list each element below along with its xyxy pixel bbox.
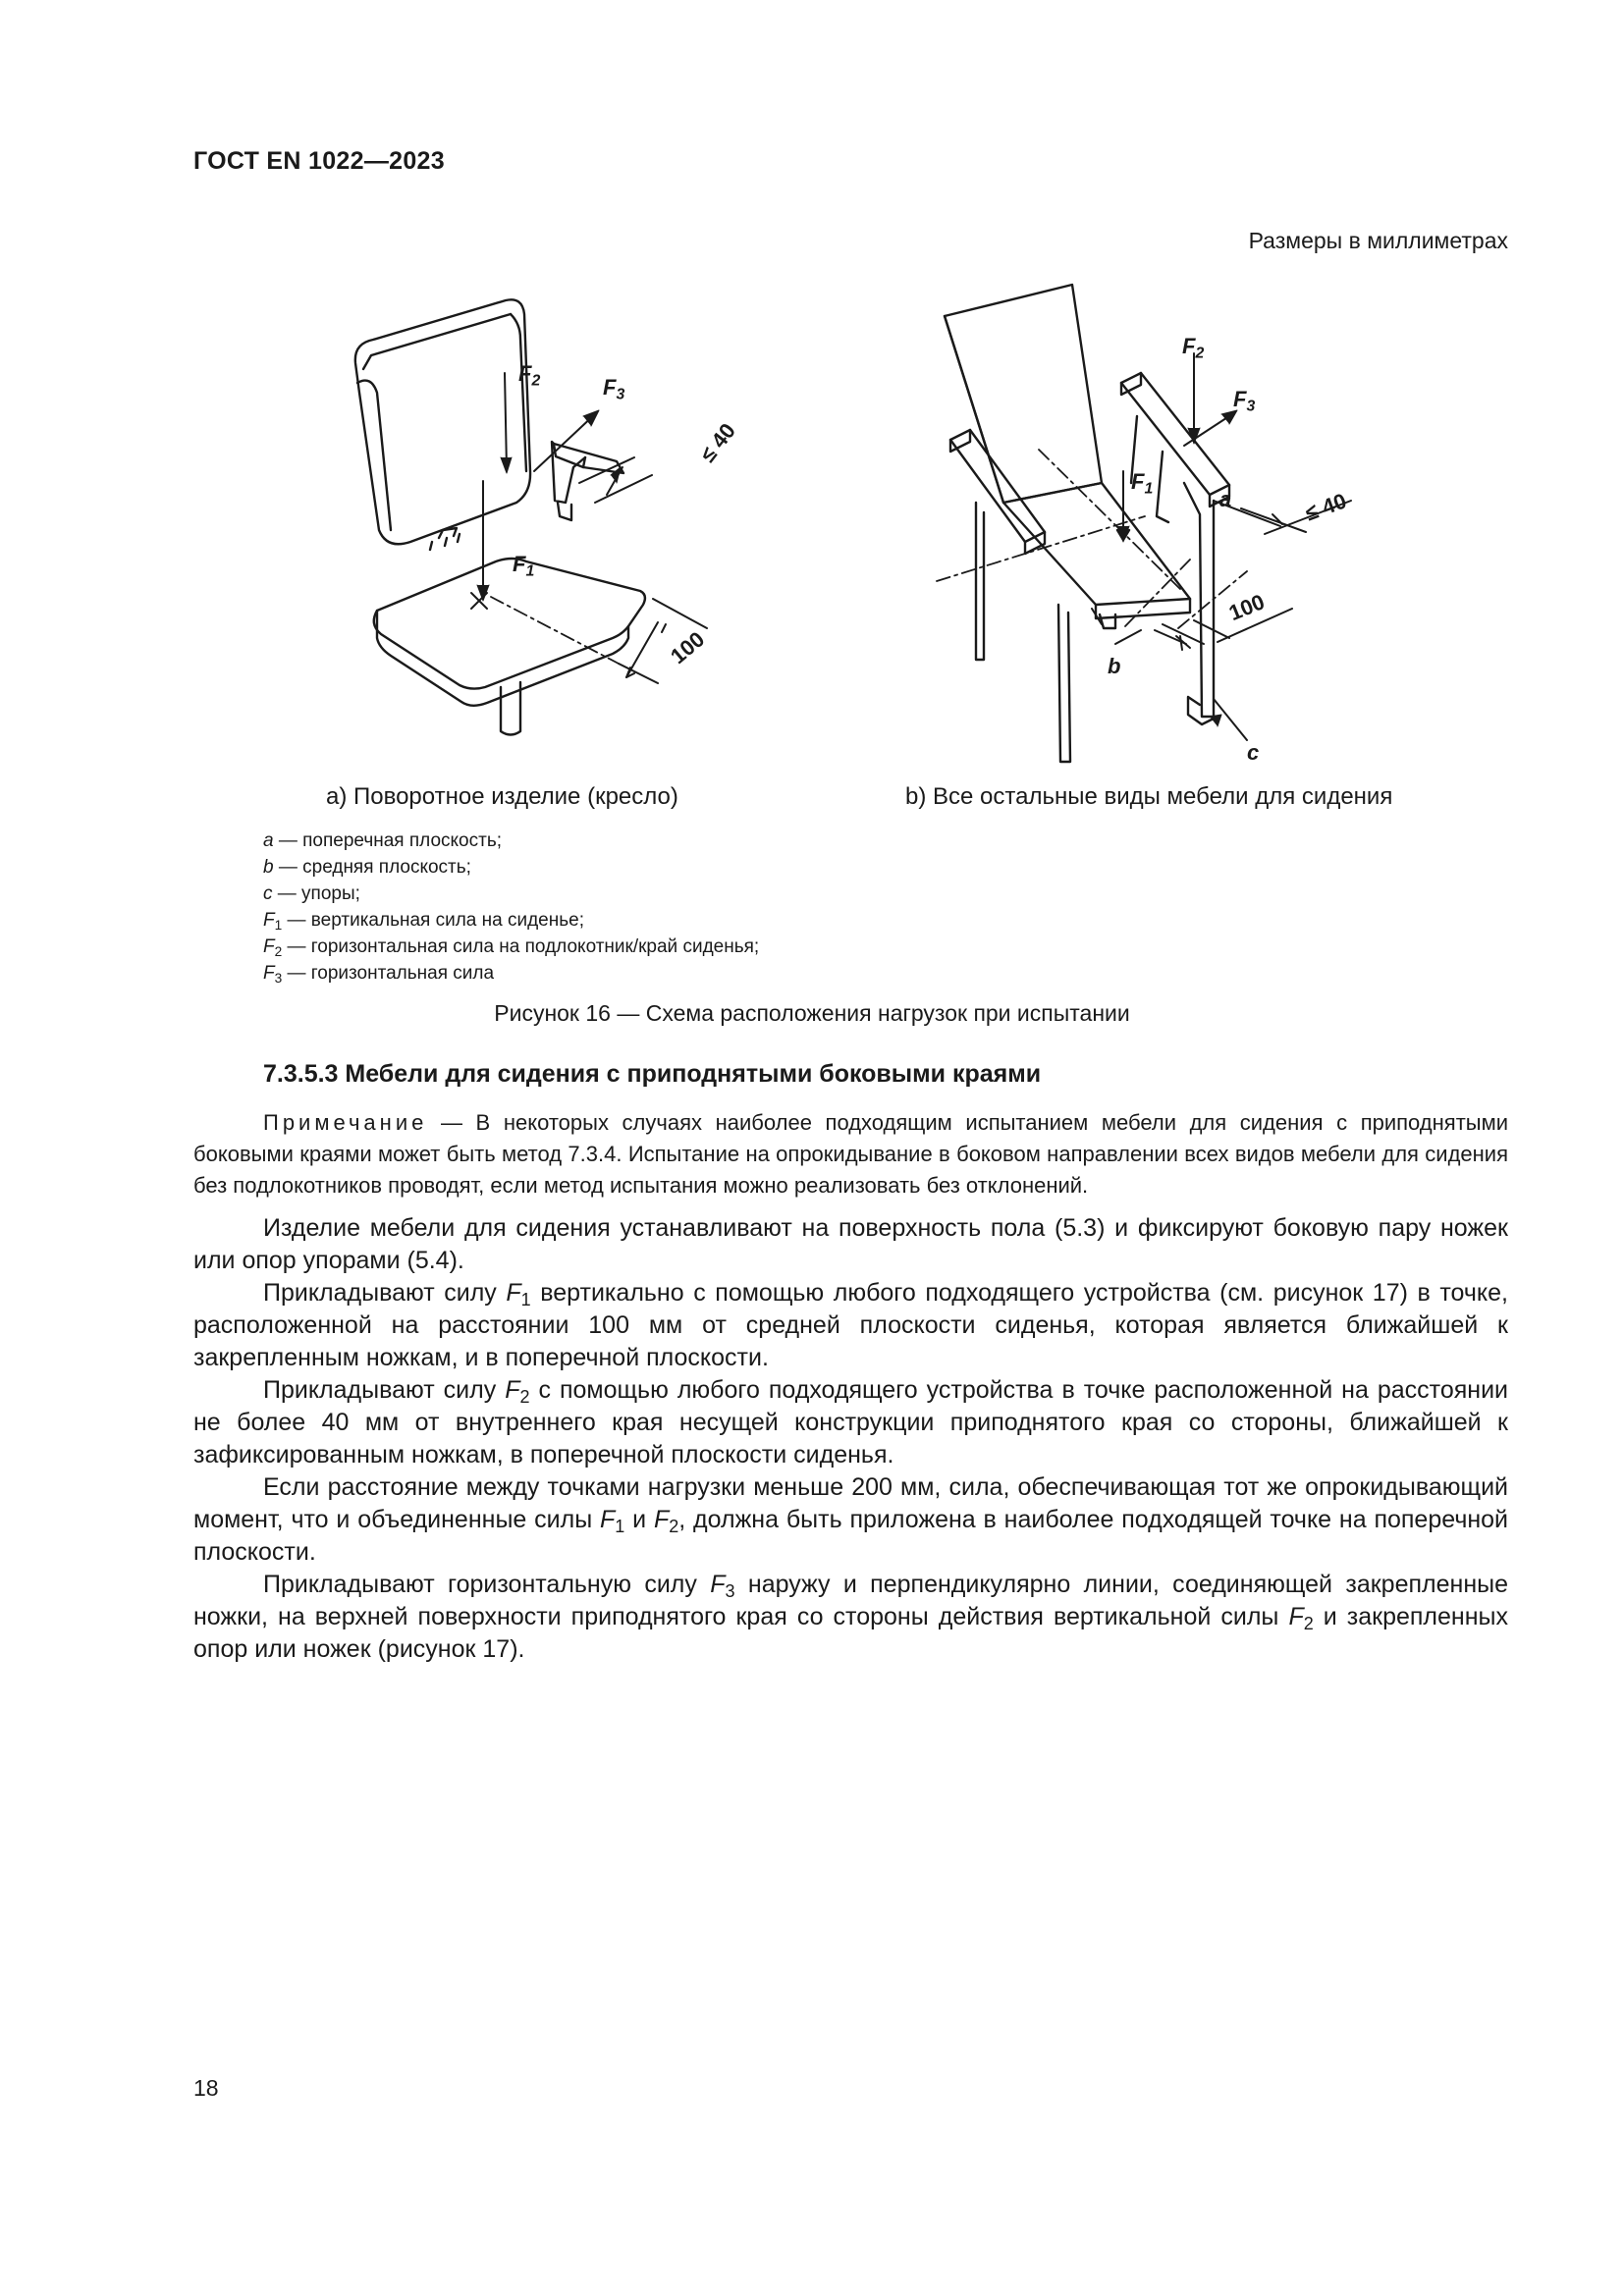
legend-item: c — упоры; <box>263 883 360 904</box>
dimension-40: ≤ 40 <box>1302 488 1350 526</box>
paragraph: Прикладывают силу $F_2$ с помощью любого подходящего устройства в точке расположенной на расстоянии не более 40 мм от внутреннего края несущей конструкции приподнятого края со стороны, ближайшей к зафиксированным ножкам, в поперечной плоскости сиденья. <box>193 1376 1508 1468</box>
figure-legend <box>263 828 759 987</box>
label-b: b <box>1108 654 1121 678</box>
paragraph: Прикладывают горизонтальную силу $F_3$ наружу и перпендикулярно линии, соединяющей закрепленные ножки, на верхней поверхности приподнятого края со стороны действия вертикальной силы $F_2$ и закрепленных опор или ножек (рисунок 17). <box>193 1571 1509 1663</box>
legend-item: a — поперечная плоскость; <box>263 830 503 851</box>
label-a: a <box>1219 487 1232 511</box>
page-number: 18 <box>193 2075 219 2101</box>
legend-item: $F_3$ — горизонтальная сила <box>263 963 495 986</box>
dimension-100: 100 <box>1225 589 1269 626</box>
legend-item: b — средняя плоскость; <box>263 857 471 878</box>
figure-b-other-seating <box>923 275 1394 766</box>
label-f2: $F_2$ <box>518 361 541 390</box>
legend-item: $F_1$ — вертикальная сила на сиденье; <box>263 910 584 933</box>
body-text <box>193 1212 1508 1666</box>
paragraph: Изделие мебели для сидения устанавливают на поверхность пола (5.3) и фиксируют боковую пару ножек или опор упорами (5.4). <box>193 1214 1508 1274</box>
caption-a: а) Поворотное изделие (кресло) <box>326 783 678 810</box>
note-text: — В некоторых случаях наиболее подходящим испытанием мебели для сидения с приподнятыми боковыми краями может быть метод 7.3.4. Испытание на опрокидывание в боковом направлении всех видов мебели для сидения без подлокотников проводят, если метод испытания можно реализовать без отклонений. <box>193 1110 1508 1198</box>
paragraph: Прикладывают силу $F_1$ вертикально с помощью любого подходящего устройства (см. рисунок 17) в точке, расположенной на расстоянии 100 мм от средней плоскости сиденья, которая является ближайшей к закрепленным ножкам, и в поперечной плоскости. <box>193 1279 1508 1371</box>
figure-title: Рисунок 16 — Схема расположения нагрузок при испытании <box>494 1000 1130 1026</box>
label-f3: $F_3$ <box>603 375 625 403</box>
note-label: Примечание <box>263 1110 428 1135</box>
label-c: c <box>1247 740 1260 765</box>
units-note: Размеры в миллиметрах <box>1248 228 1508 253</box>
figure-a-swivel-chair <box>334 285 746 736</box>
label-f1: $F_1$ <box>1131 469 1154 498</box>
dimension-40: ≤ 40 <box>695 418 740 467</box>
note <box>193 1107 1508 1201</box>
label-f2: $F_2$ <box>1182 334 1205 362</box>
paragraph: Если расстояние между точками нагрузки меньше 200 мм, сила, обеспечивающая тот же опрокидывающий момент, что и объединенные силы $F_1$ и $F_2$, должна быть приложена в наиболее подходящей точке на поперечной плоскости. <box>193 1473 1509 1566</box>
legend-item: $F_2$ — горизонтальная сила на подлокотник/край сиденья; <box>263 936 760 959</box>
document-header: ГОСТ EN 1022—2023 <box>193 147 445 175</box>
section-heading: 7.3.5.3 Мебели для сидения с приподнятыми боковыми краями <box>263 1060 1042 1088</box>
label-f1: $F_1$ <box>513 552 535 580</box>
label-f3: $F_3$ <box>1233 387 1256 415</box>
caption-b: b) Все остальные виды мебели для сидения <box>905 783 1393 810</box>
dimension-100: 100 <box>666 626 710 669</box>
